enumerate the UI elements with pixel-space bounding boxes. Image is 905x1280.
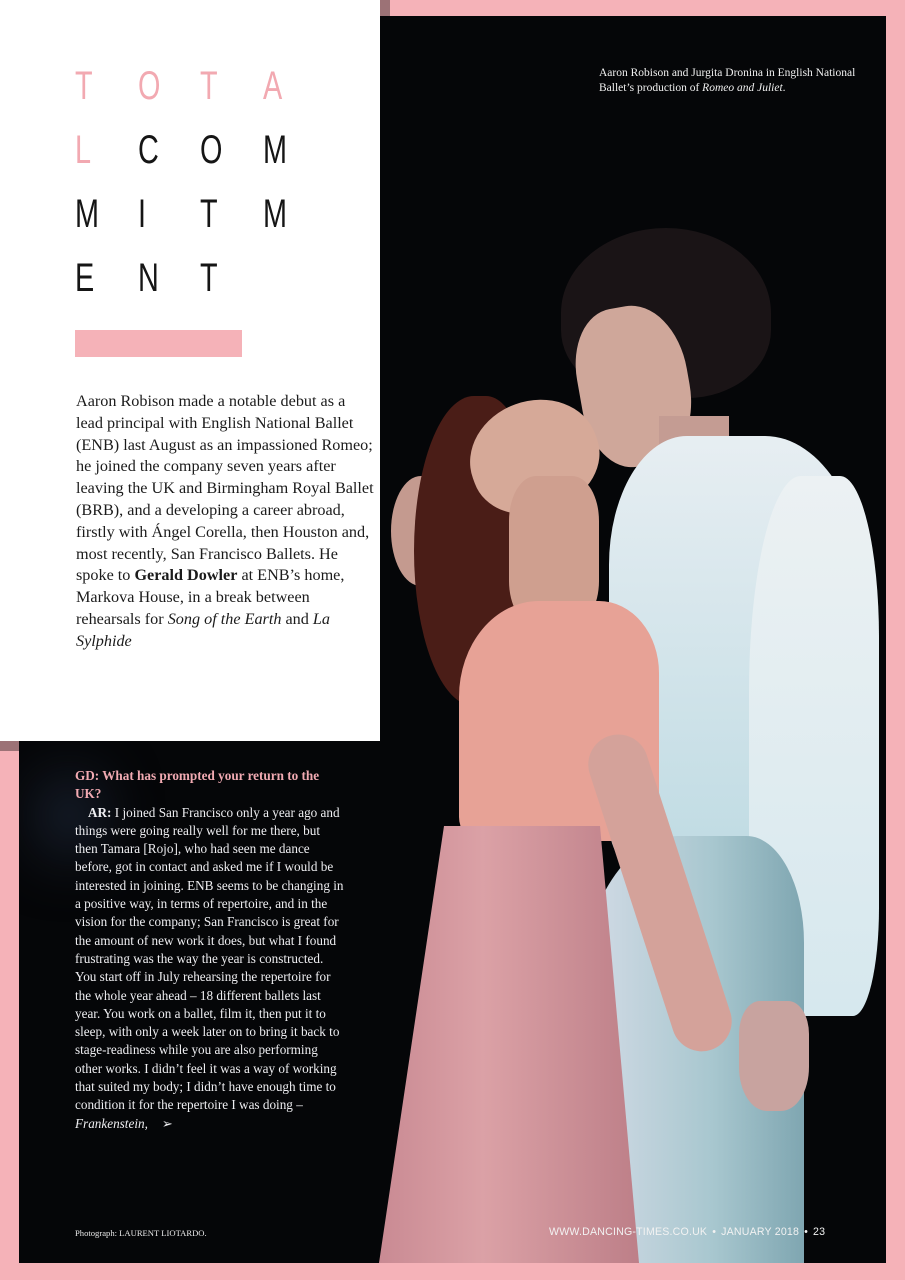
continue-arrow-icon: ➢ (161, 1115, 173, 1131)
headline-letter: E (75, 256, 95, 300)
intro-panel (0, 0, 380, 741)
photo-caption (599, 66, 869, 96)
headline-letter: O (200, 128, 223, 172)
page-number: 23 (813, 1226, 826, 1238)
headline-letter: N (137, 256, 159, 300)
caption-end: . (782, 82, 786, 94)
footer-issue: JANUARY 2018 (721, 1226, 800, 1238)
page-footer (549, 1226, 825, 1238)
headline-letter: I (137, 192, 146, 236)
headline-letter: M (262, 128, 287, 172)
headline-letter: T (200, 192, 218, 236)
answer-text: I joined San Francisco only a year ago and things were going really well for me there, but then Tamara [Rojo], who had seen me dance before, got in contact and asked me if I would be interested in joining. ENB seems to be changing in a positive way, in terms of repertoire, and in the vision for the company; San Francisco is great for the amount of new work it does, but what I found frustrating was the way the year is constructed. You start off in July rehearsing the repertoire for the whole year ahead – 18 different ballets last year. You work on a ballet, film it, then put it to sleep, with only a week later on to bring it back to stage-readiness while you are also performing other works. I didn’t feel it was a way of working that suited my body; I didn’t have enough time to condition it for the repertoire I was doing – (75, 804, 344, 1113)
standfirst (76, 391, 376, 653)
romeo-hand (739, 1001, 809, 1111)
footer-website[interactable]: WWW.DANCING-TIMES.CO.UK (549, 1226, 708, 1238)
work-title-2: La Sylphide (76, 609, 331, 650)
interviewer-name: Gerald Dowler (134, 566, 238, 585)
standfirst-text-1: Aaron Robison made a notable debut as a lead principal with English National Ballet (ENB) last August as an impassioned Romeo; he joined the company seven years after leaving the UK and Birmingham Royal Ballet (BRB), and a developing a career abroad, firstly with Ángel Corella, then Houston and, most recently, San Francisco Ballets. He spoke to (76, 392, 374, 585)
headline (75, 66, 325, 299)
work-title-1: Song of the Earth (167, 609, 282, 628)
headline-letter (263, 258, 308, 299)
standfirst-text-2: at ENB’s home, Markova House, in a break between rehearsals for (76, 566, 345, 628)
footer-separator: • (804, 1226, 809, 1238)
answer-label: AR: (88, 804, 112, 820)
headline-letter: A (262, 64, 282, 108)
footer-separator: • (712, 1226, 717, 1238)
standfirst-conjunction: and (281, 609, 313, 628)
answer-italic-end: Frankenstein, (75, 1115, 148, 1131)
frame-shadow-left (0, 741, 19, 751)
caption-production-title: Romeo and Juliet (702, 82, 783, 94)
interview-question: GD: What has prompted your return to the UK? (75, 768, 320, 802)
headline-letter: T (75, 64, 93, 108)
headline-letter: O (137, 64, 160, 108)
frame-shadow-top (380, 0, 390, 16)
interview-body (75, 767, 345, 1133)
caption-text: Aaron Robison and Jurgita Dronina in English National Ballet’s production of (599, 67, 856, 94)
headline-accent-bar (75, 330, 242, 357)
juliet-skirt (379, 826, 639, 1263)
interview-answer (75, 804, 345, 1133)
photo-credit: Photograph: LAURENT LIOTARDO. (75, 1228, 207, 1238)
headline-letter: L (75, 128, 92, 172)
headline-letter: M (75, 192, 99, 236)
headline-letter: T (200, 64, 218, 108)
headline-letter: T (200, 256, 218, 300)
headline-letter: M (262, 192, 287, 236)
headline-letter: C (137, 128, 159, 172)
